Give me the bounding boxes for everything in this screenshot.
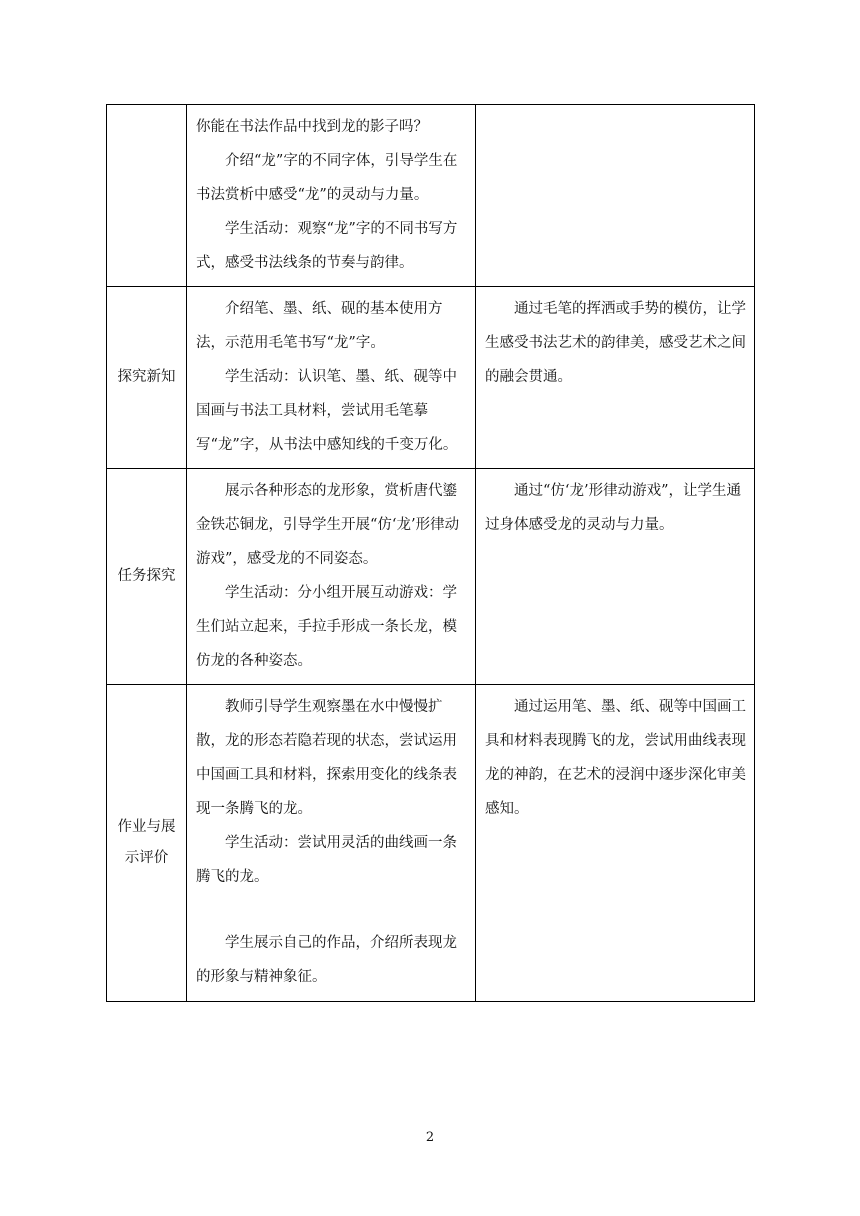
- process-paragraph: 你能在书法作品中找到龙的影子吗？: [196, 119, 428, 135]
- table-row-explore-new-knowledge: [107, 287, 755, 469]
- process-paragraph: 介绍“龙”字的不同字体，引导学生在书法赏析中感受“龙”的灵动与力量。: [196, 153, 458, 203]
- process-paragraph: 学生展示自己的作品，介绍所表现龙的形象与精神象征。: [196, 935, 457, 985]
- table-row-intro: [107, 105, 755, 287]
- intent-cell: [476, 287, 755, 469]
- row-label: 探究新知: [107, 287, 187, 469]
- process-paragraph: 学生活动：分小组开展互动游戏：学生们站立起来，手拉手形成一条长龙，模仿龙的各种姿态。: [196, 585, 457, 669]
- intent-paragraph: 通过“仿‘龙’形律动游戏”，让学生通过身体感受龙的灵动与力量。: [485, 483, 742, 533]
- intent-paragraph: 通过毛笔的挥洒或手势的模仿，让学生感受书法艺术的韵律美，感受艺术之间的融会贯通。: [485, 301, 746, 385]
- process-paragraph: 学生活动：尝试用灵活的曲线画一条腾飞的龙。: [196, 835, 457, 885]
- process-paragraph: 展示各种形态的龙形象，赏析唐代鎏金铁芯铜龙，引导学生开展“仿‘龙’形律动游戏”，感受龙的不同姿态。: [196, 483, 460, 567]
- page-number: 2: [425, 1130, 435, 1145]
- intent-paragraph: 通过运用笔、墨、纸、砚等中国画工具和材料表现腾飞的龙，尝试用曲线表现龙的神韵，在艺术的浸润中逐步深化审美感知。: [485, 699, 746, 817]
- table-row-task-exploration: [107, 469, 755, 685]
- intent-cell: [476, 685, 755, 1002]
- table-row-homework-evaluation: [107, 685, 755, 1002]
- process-paragraph: 教师引导学生观察墨在水中慢慢扩散，龙的形态若隐若现的状态，尝试运用中国画工具和材料，探索用变化的线条表现一条腾飞的龙。: [196, 699, 457, 817]
- process-cell: [187, 469, 476, 685]
- process-paragraph: 介绍笔、墨、纸、砚的基本使用方法，示范用毛笔书写“龙”字。: [196, 301, 443, 351]
- row-label: [107, 105, 187, 287]
- intent-cell: [476, 469, 755, 685]
- process-cell: [187, 685, 476, 1002]
- intent-cell: [476, 105, 755, 287]
- lesson-plan-table: [106, 104, 755, 1002]
- process-cell: [187, 287, 476, 469]
- process-cell: [187, 105, 476, 287]
- row-label: 任务探究: [107, 469, 187, 685]
- blank-line: [196, 894, 467, 926]
- row-label: 作业与展示评价: [107, 685, 187, 1002]
- process-paragraph: 学生活动：认识笔、墨、纸、砚等中国画与书法工具材料，尝试用毛笔摹写“龙”字，从书法中感知线的千变万化。: [196, 369, 458, 453]
- process-paragraph: 学生活动：观察“龙”字的不同书写方式，感受书法线条的节奏与韵律。: [196, 221, 458, 271]
